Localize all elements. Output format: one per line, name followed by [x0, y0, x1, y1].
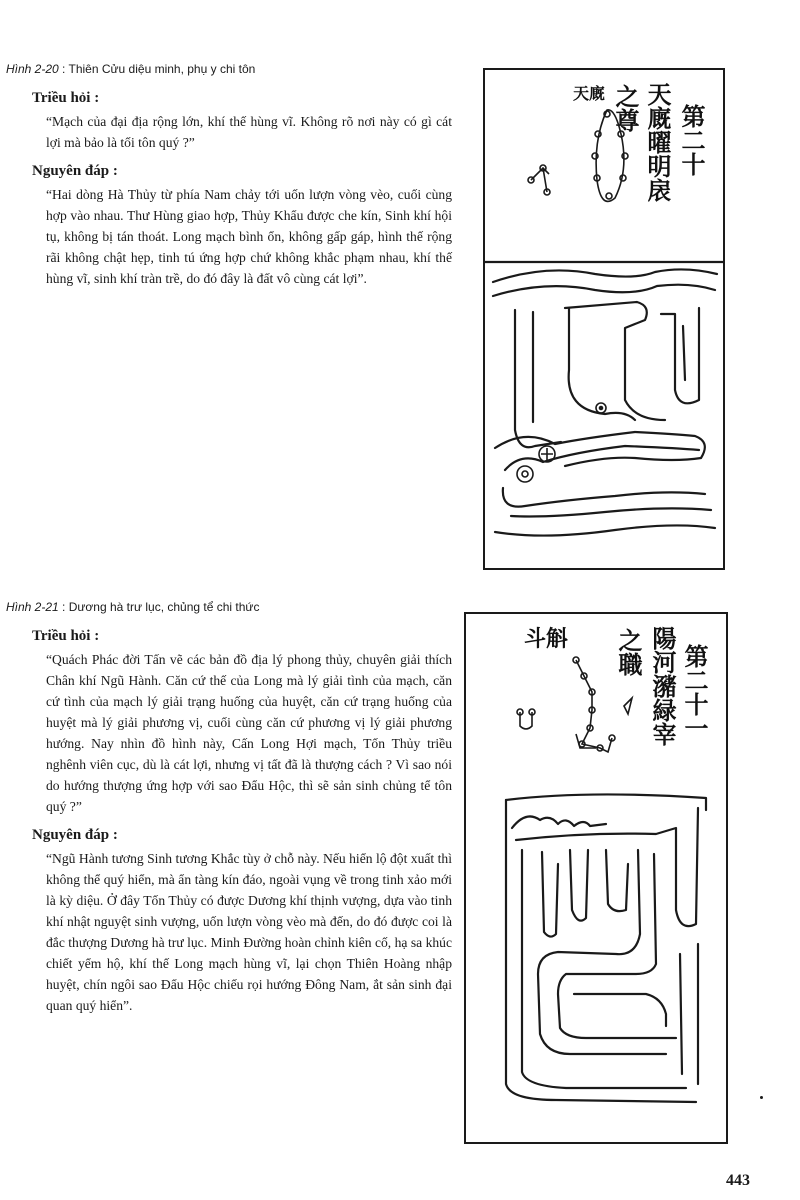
- water-courses: [493, 269, 717, 535]
- caption-label: Hình 2-20: [6, 62, 59, 76]
- caption-separator: :: [58, 600, 69, 614]
- star-label: 天廐: [573, 84, 606, 103]
- caption-separator: :: [58, 62, 69, 76]
- water-courses: [506, 794, 706, 1102]
- caption-title: Dương hà trư lục, chủng tể chi thức: [68, 600, 260, 614]
- terrain-map-drawing: [466, 614, 726, 1142]
- section-2-21-text: [32, 628, 452, 1026]
- answer-heading: Nguyên đáp :: [32, 827, 118, 843]
- figure-title-column-3: 之尊: [611, 84, 640, 132]
- figure-title-column-2: 陽河瀦緑宰: [648, 626, 677, 746]
- terrain-map-drawing: [485, 70, 723, 568]
- answer-heading: Nguyên đáp :: [32, 163, 118, 179]
- figure-title-column-1: 第二十: [677, 104, 706, 176]
- figure-title-column-3: 之職: [614, 628, 643, 676]
- question-heading: Triều hỏi :: [32, 90, 100, 106]
- question-heading: Triều hỏi :: [32, 628, 100, 644]
- question-text: “Mạch của đại địa rộng lớn, khí thế hùng vĩ. Không rõ nơi này có gì cát lợi mà bảo là tối tôn quý ?”: [46, 114, 452, 150]
- section-2-20-text: [32, 90, 452, 299]
- page-number: 443: [726, 1172, 750, 1189]
- figure-2-21: [464, 612, 728, 1144]
- figure-2-20: [483, 68, 725, 570]
- figure-caption-2-21: [6, 600, 259, 614]
- small-star-group: [528, 165, 550, 195]
- figure-title-column-1: 第二十一: [680, 644, 709, 740]
- figure-caption-2-20: [6, 62, 255, 76]
- answer-text: “Ngũ Hành tương Sinh tương Khắc tùy ở chỗ này. Nếu hiển lộ đột xuất thì không thể quý hiển, mà ẩn tàng kín đáo, ngoài vụng về trong tinh xảo mới là kỳ diệu. Ở đây Tốn Thủy có được Dương khí thịnh vượng, dựa vào tinh khí nhật nguyệt sinh vượng, uốn lượn vòng vèo mà đến, do đó được coi là đắc thượng Dương hà trư lục. Minh Đường hoàn chỉnh kiên cố, hạ sa khúc chiết yểm hộ, khí thế Long mạch hùng vĩ, lại chọn Thiên Hoàng nhập huyệt, chín ngôi sao Đẩu Hộc chiếu rọi hướng Đông Nam, ắt sản sinh đại quan quý hiển”.: [46, 851, 452, 1013]
- figure-title-column-2: 天廐曜明扆: [643, 82, 672, 202]
- answer-text: “Hai dòng Hà Thủy từ phía Nam chảy tới uốn lượn vòng vèo, cuối cùng hợp vào nhau. Thư Hùng giao hợp, Thủy Khẩu được che kín, Sinh khí hội tụ, không bị tán thoát. Long mạch bình ổn, không gấp gáp, hình thế rộng rãi không chật hẹp, tinh tú ứng hợp chứ không khắc phạm nhau, khí thế hùng vĩ, sinh khí tràn trề, do đó đây là đất vô cùng cát lợi”.: [46, 187, 452, 286]
- caption-title: Thiên Cửu diệu minh, phụ y chi tôn: [68, 62, 256, 76]
- dipper-stars: [517, 657, 632, 752]
- caption-label: Hình 2-21: [6, 600, 59, 614]
- question-text: “Quách Phác đời Tấn vẽ các bản đồ địa lý phong thủy, chuyên giải thích Chân khí Ngũ Hành. Căn cứ thế của Long mà lý giải tình của mạch, căn cứ tình của mạch lý giải trạng huống của huyệt, căn cứ trạng huống của huyệt mà lý giải phương vị, cuối cùng căn cứ phương vị lý giải phương hướng. Nay nhìn đồ hình này, Cấn Long Hợi mạch, Tốn Thủy triều nghênh viên cục, dù là cát lợi, nhưng vị tất đã là thượng cách ? Vì sao nói do hướng thượng ứng hợp với sao Đẩu Hộc, thì sẽ sản sinh chủng tể tôn quý ?”: [46, 652, 452, 814]
- star-chain: [592, 110, 628, 202]
- margin-dot: [760, 1096, 763, 1099]
- star-label: 斗斛: [524, 626, 569, 652]
